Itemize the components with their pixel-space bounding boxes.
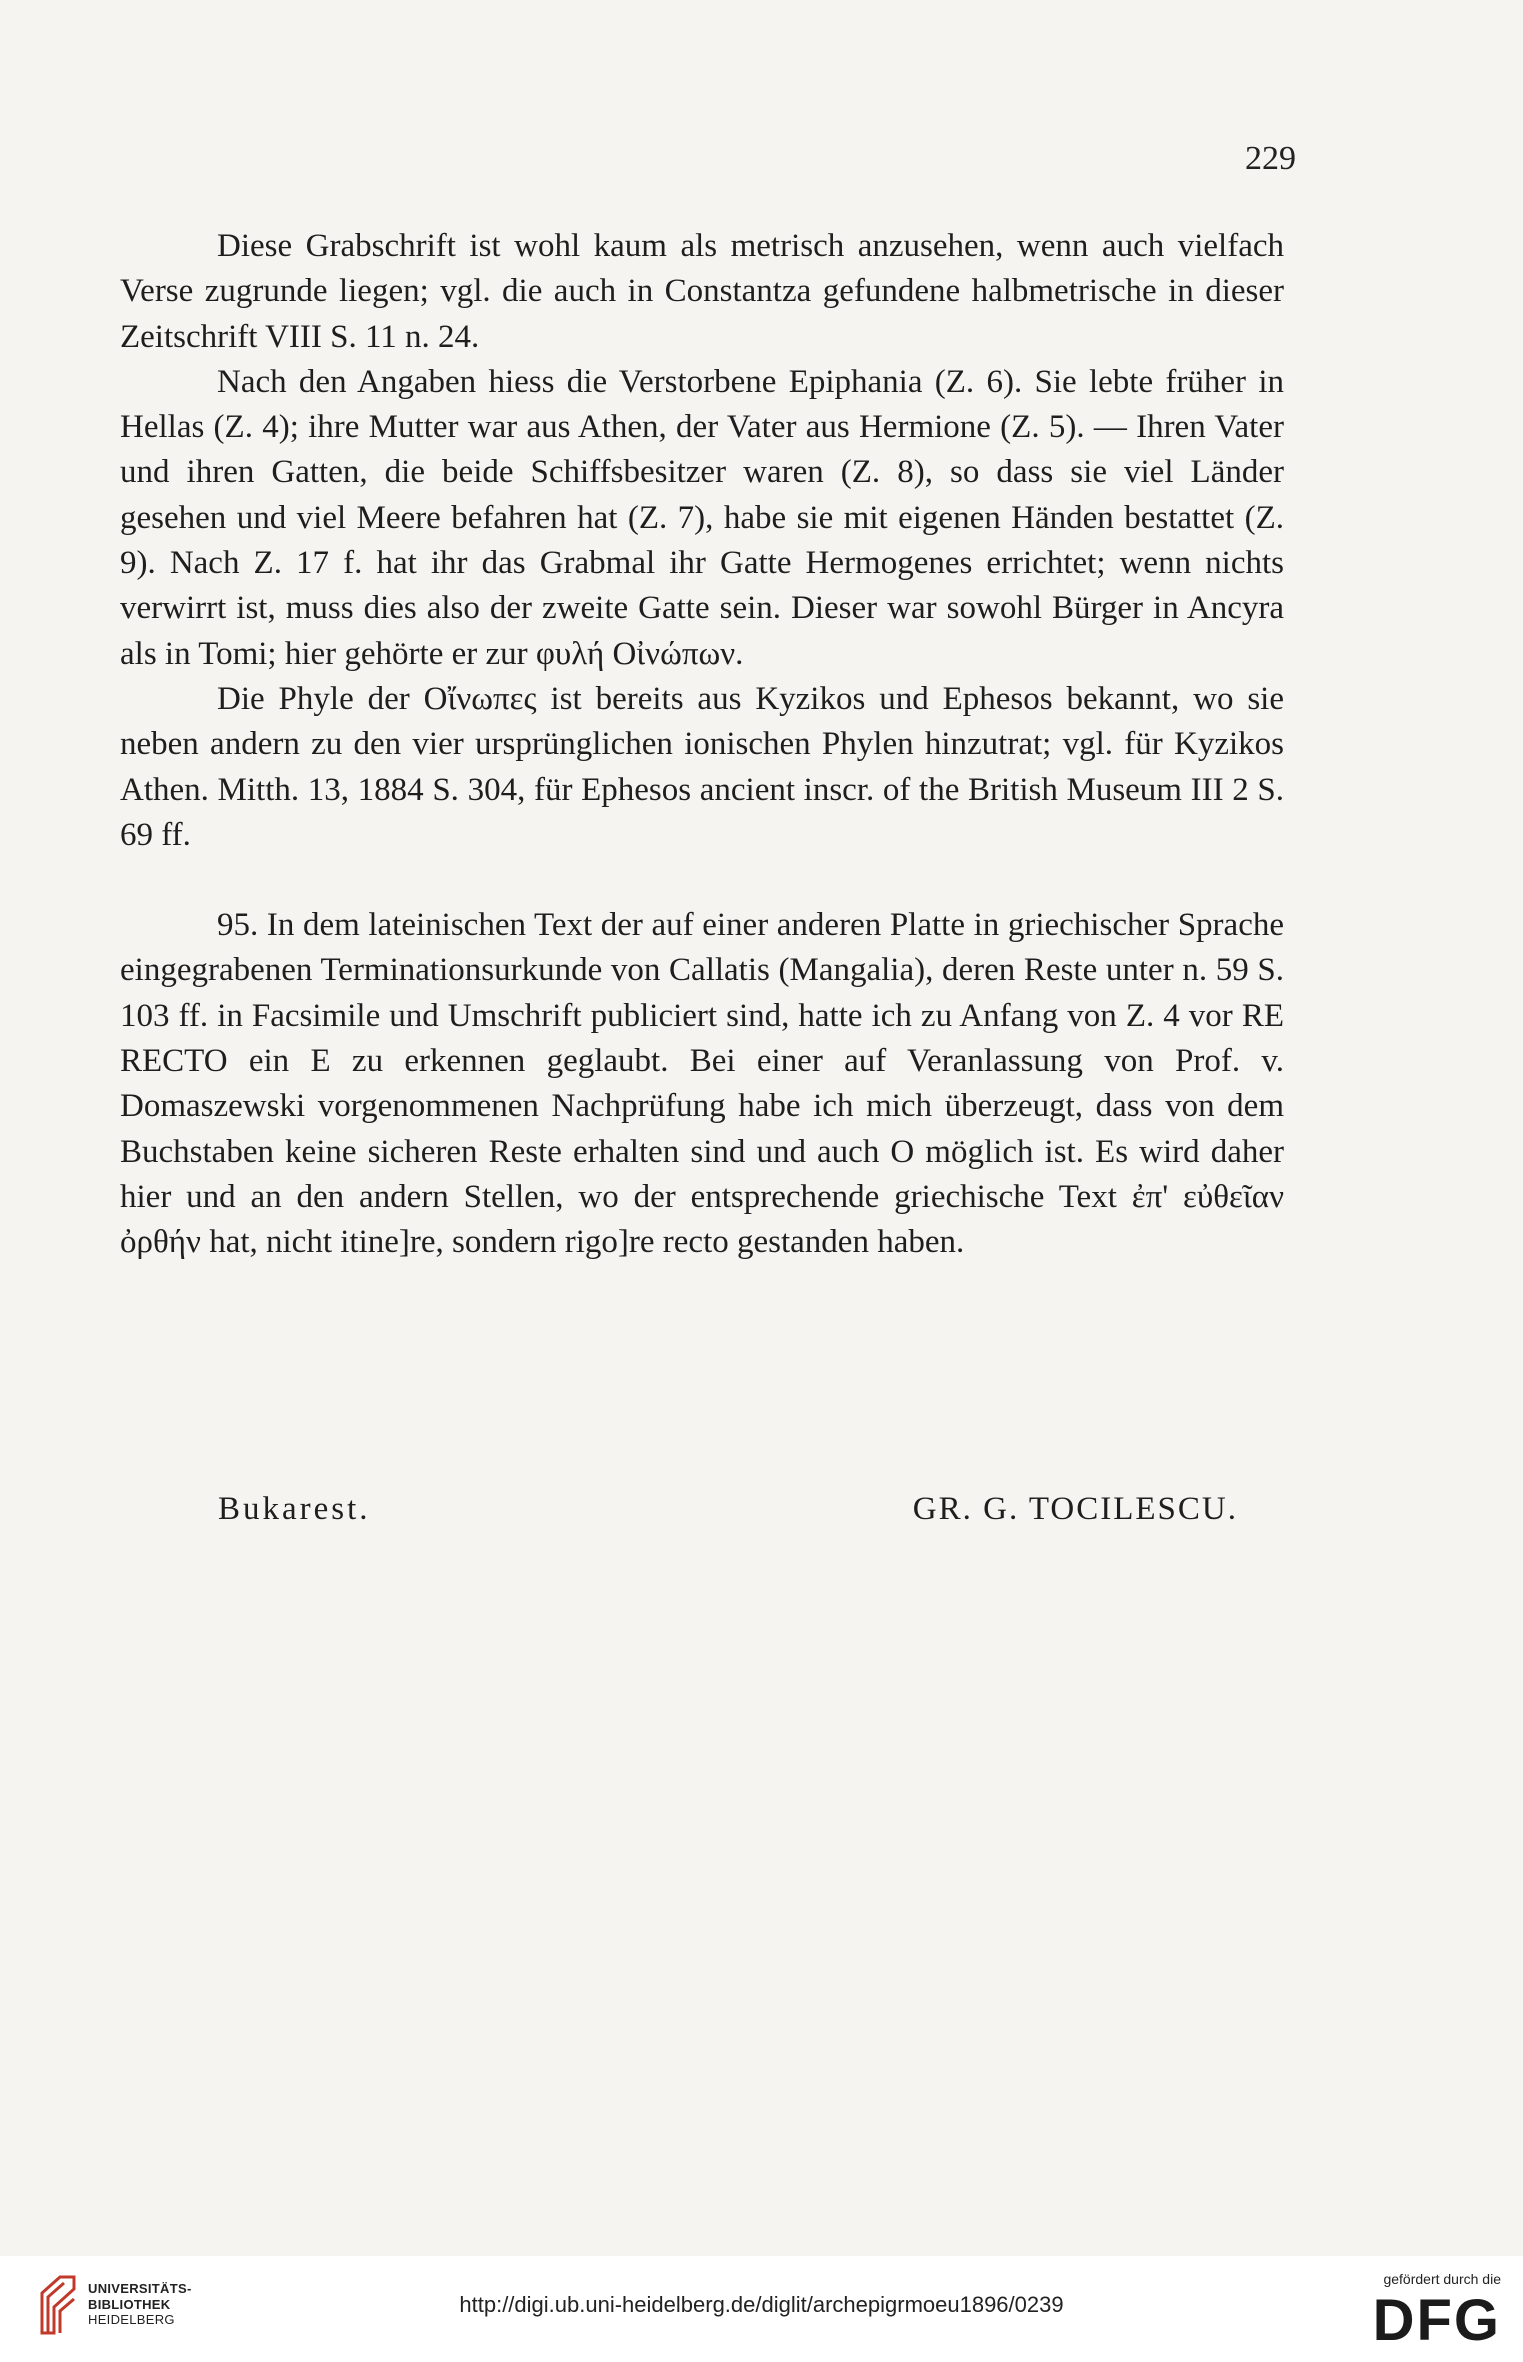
source-url-link[interactable]: http://digi.ub.uni-heidelberg.de/diglit/archepigrmoeu1896/0239 [459,2292,1064,2317]
paragraph-section-95: 95. In dem lateinischen Text der auf einer anderen Platte in griechischer Sprache eingegrabenen Terminationsurkunde von Callatis (Mangalia), deren Reste unter n. 59 S. 103 ff. in Facsimile und Umschrift publiciert sind, hatte ich zu Anfang von Z. 4 vor RE RECTO ein E zu erkennen geglaubt. Bei einer auf Veranlassung von Prof. v. Domaszewski vorgenommenen Nachprüfung habe ich mich überzeugt, dass von dem Buchstaben keine sicheren Reste erhalten sind und auch O möglich ist. Es wird daher hier und an den andern Stellen, wo der entsprechende griechische Text ἐπ' εὐθεῖαν ὀρθήν hat, nicht itine]re, sondern rigo]re recto gestanden haben. [120,907,1284,1261]
signature-place: Bukarest. [218,1491,371,1527]
dfg-logo: DFG [1372,2288,1501,2353]
paragraph-phyle: Die Phyle der Οἴνωπες ist bereits aus Kyzikos und Ephesos bekannt, wo sie neben andern zu den vier ursprünglichen ionischen Phylen hinzutrat; vgl. für Kyzikos Athen. Mitth. 13, 1884 S. 304, für Ephesos ancient inscr. of the British Museum III 2 S. 69 ff. [120,680,1284,853]
page-number: 229 [1245,140,1296,177]
body-text [120,224,1284,1266]
paragraph-epitaph-meter: Diese Grabschrift ist wohl kaum als metrisch anzusehen, wenn auch vielfach Verse zugrunde liegen; vgl. die auch in Constantza gefundene halbmetrische in dieser Zeitschrift VIII S. 11 n. 24. [120,228,1284,355]
funding-caption: gefördert durch die [1383,2271,1501,2287]
library-name: UNIVERSITÄTS- BIBLIOTHEK HEIDELBERG [88,2281,192,2327]
signature-author: GR. G. TOCILESCU. [912,1491,1238,1527]
paragraph-epiphania: Nach den Angaben hiess die Verstorbene Epiphania (Z. 6). Sie lebte früher in Hellas (Z. 4); ihre Mutter war aus Athen, der Vater aus Hermione (Z. 5). — Ihren Vater und ihren Gatten, die beide Schiffsbesitzer waren (Z. 8), so dass sie viel Länder gesehen und viel Meere befahren hat (Z. 7), habe sie mit eigenen Händen bestattet (Z. 9). Nach Z. 17 f. hat ihr das Grabmal ihr Gatte Hermogenes errichtet; wenn nichts verwirrt ist, muss dies also der zweite Gatte sein. Dieser war sowohl Bürger in Ancyra als in Tomi; hier gehörte er zur φυλή Οἰνώπων. [120,363,1284,672]
signature-line [218,1491,1238,1528]
